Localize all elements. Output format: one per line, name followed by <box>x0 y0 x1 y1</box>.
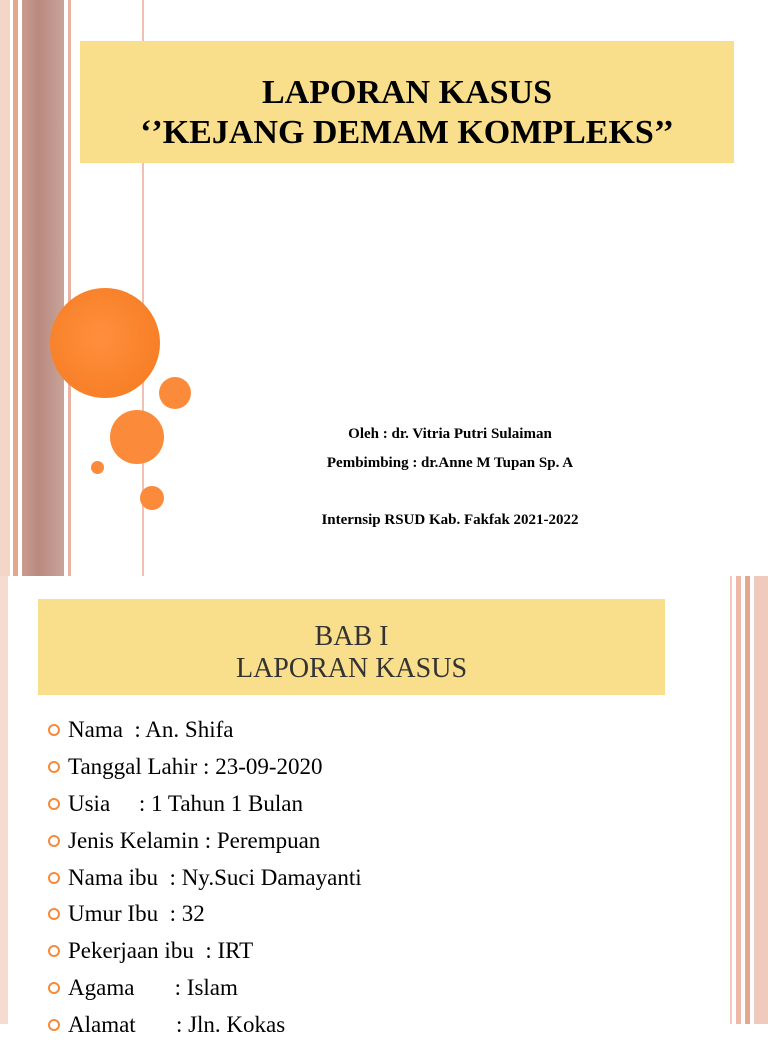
bullet-icon <box>48 724 60 736</box>
decorative-stripe <box>736 576 741 1024</box>
decorative-stripe <box>68 0 71 576</box>
decorative-circle <box>91 461 104 474</box>
decorative-stripe <box>745 576 750 1024</box>
slide-title-box <box>38 599 665 695</box>
bullet-icon <box>48 835 60 847</box>
list-item <box>48 859 362 896</box>
patient-info-list <box>48 712 362 1043</box>
decorative-stripe <box>13 0 18 576</box>
list-item <box>48 970 362 1007</box>
bullet-icon <box>48 872 60 884</box>
bullet-icon <box>48 798 60 810</box>
list-item <box>48 749 362 786</box>
list-item-text: Agama : Islam <box>68 974 238 1000</box>
list-item <box>48 1006 362 1043</box>
decorative-stripe <box>22 0 64 576</box>
institution-line: Internsip RSUD Kab. Fakfak 2021-2022 <box>321 512 579 528</box>
list-item-text: Jenis Kelamin : Perempuan <box>68 827 321 853</box>
slide-title-line: LAPORAN KASUS <box>262 74 552 111</box>
bullet-icon <box>48 982 60 994</box>
decorative-stripe <box>730 576 732 1024</box>
list-item <box>48 896 362 933</box>
slide-subtitle-line: ‘’KEJANG DEMAM KOMPLEKS’’ <box>140 114 674 151</box>
case-report-slide <box>0 576 768 1037</box>
decorative-stripe <box>0 0 10 576</box>
list-item-text: Pekerjaan ibu : IRT <box>68 938 254 964</box>
decorative-stripe <box>754 576 768 1024</box>
list-item-text: Alamat : Jln. Kokas <box>68 1011 286 1037</box>
decorative-circle-large <box>50 288 160 398</box>
supervisor-line: Pembimbing : dr.Anne M Tupan Sp. A <box>326 455 574 471</box>
list-item-text: Nama ibu : Ny.Suci Damayanti <box>68 864 362 890</box>
bullet-icon <box>48 945 60 957</box>
list-item-text: Nama : An. Shifa <box>68 717 234 743</box>
list-item-text: Umur Ibu : 32 <box>68 901 205 927</box>
chapter-heading: BAB I <box>314 621 389 652</box>
chapter-title: LAPORAN KASUS <box>235 653 468 684</box>
bullet-icon <box>48 761 60 773</box>
decorative-stripe <box>0 576 8 1024</box>
slide-title-box <box>80 41 734 163</box>
bullet-icon <box>48 908 60 920</box>
list-item-text: Tanggal Lahir : 23-09-2020 <box>68 754 323 780</box>
list-item <box>48 933 362 970</box>
list-item <box>48 786 362 823</box>
list-item <box>48 712 362 749</box>
bullet-icon <box>48 1019 60 1031</box>
decorative-circle <box>110 410 164 464</box>
decorative-circle <box>140 486 164 510</box>
list-item-text: Usia : 1 Tahun 1 Bulan <box>68 790 303 816</box>
author-line: Oleh : dr. Vitria Putri Sulaiman <box>348 426 552 442</box>
list-item <box>48 822 362 859</box>
decorative-circle <box>159 377 191 409</box>
